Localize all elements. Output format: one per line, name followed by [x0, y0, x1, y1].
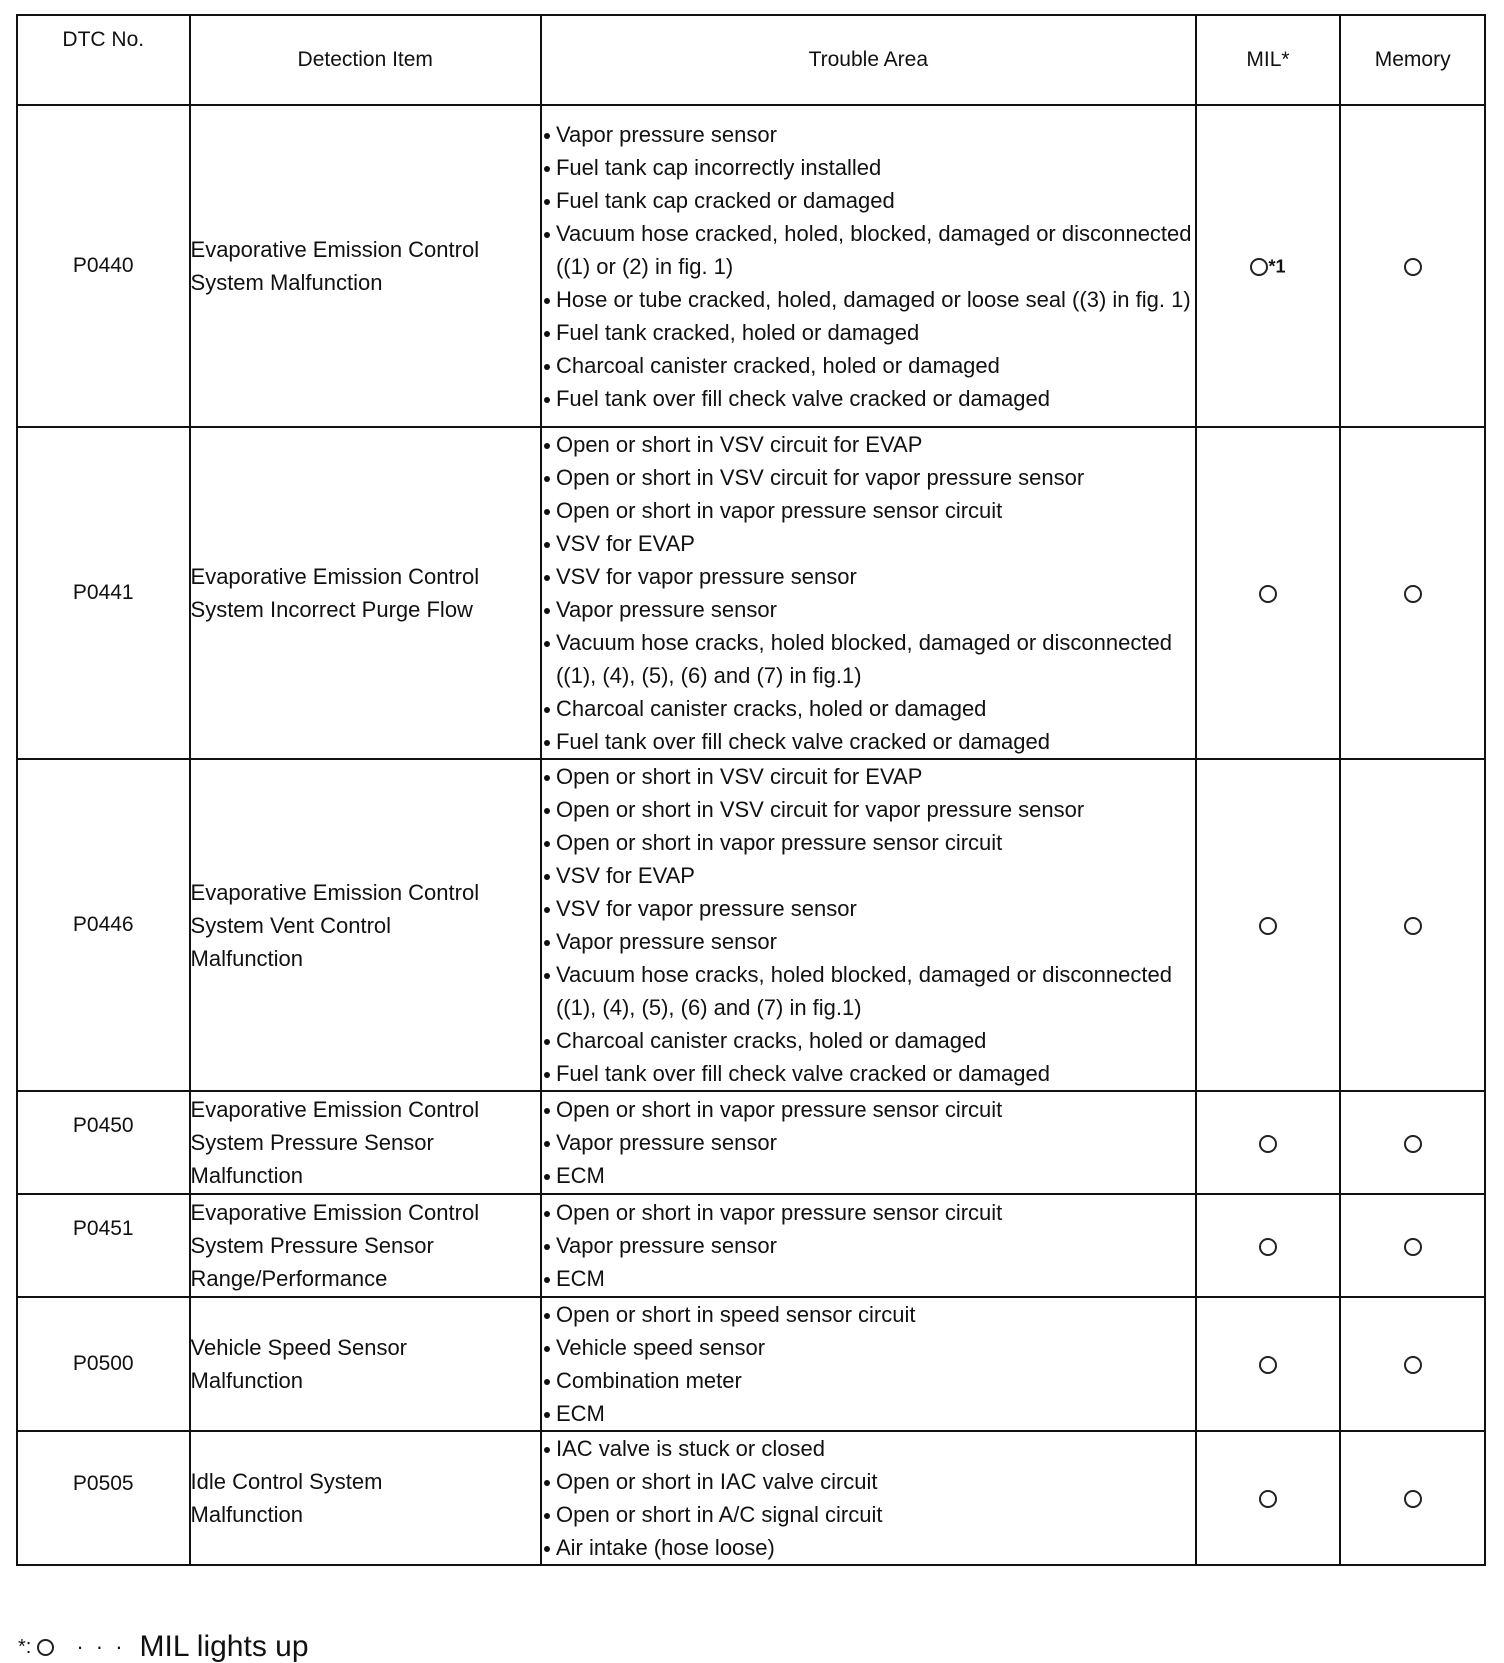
dtc-code: P0451: [17, 1194, 190, 1297]
footnote-text: MIL lights up: [139, 1630, 309, 1663]
detection-item: [190, 1431, 541, 1565]
mil-cell: [1196, 1194, 1341, 1297]
trouble-area-item: Vacuum hose cracks, holed blocked, damaged or disconnected ((1), (4), (5), (6) and (7) in fig.1): [542, 626, 1195, 692]
mil-cell: [1196, 759, 1341, 1091]
trouble-area-item: Vapor pressure sensor: [542, 593, 1195, 626]
trouble-area: [541, 427, 1196, 759]
detection-item-line: Evaporative Emission Control: [190, 1097, 480, 1122]
trouble-area-list: [542, 428, 1195, 758]
dtc-code: P0505: [17, 1431, 190, 1565]
trouble-area: [541, 1091, 1196, 1194]
trouble-area-item: VSV for EVAP: [542, 859, 1195, 892]
circle-icon: [1404, 1356, 1422, 1374]
trouble-area-item: Open or short in IAC valve circuit: [542, 1465, 1195, 1498]
trouble-area-item: VSV for vapor pressure sensor: [542, 560, 1195, 593]
footnote: [18, 1632, 309, 1662]
memory-cell: [1340, 1431, 1485, 1565]
trouble-area: [541, 1431, 1196, 1565]
table-row: [17, 1091, 1485, 1194]
mil-cell: [1196, 427, 1341, 759]
detection-item-line: Vehicle Speed Sensor: [190, 1335, 408, 1360]
detection-item: [190, 1194, 541, 1297]
table-row: [17, 1194, 1485, 1297]
header-detection-item: Detection Item: [190, 15, 541, 105]
circle-icon: [1259, 1356, 1277, 1374]
trouble-area: [541, 105, 1196, 427]
circle-icon: [1259, 1135, 1277, 1153]
circle-icon: [1404, 258, 1422, 276]
trouble-area-item: Fuel tank over fill check valve cracked or damaged: [542, 382, 1195, 415]
circle-icon: [1259, 1238, 1277, 1256]
memory-cell: [1340, 759, 1485, 1091]
memory-cell: [1340, 427, 1485, 759]
memory-cell: [1340, 1091, 1485, 1194]
footnote-dots: · · ·: [76, 1634, 126, 1659]
table-row: [17, 1431, 1485, 1565]
detection-item-line: System Pressure Sensor: [190, 1233, 434, 1258]
circle-icon: [1259, 917, 1277, 935]
detection-item-line: System Incorrect Purge Flow: [190, 597, 473, 622]
trouble-area-item: Vehicle speed sensor: [542, 1331, 1195, 1364]
trouble-area-item: Fuel tank cracked, holed or damaged: [542, 316, 1195, 349]
trouble-area-item: Vapor pressure sensor: [542, 925, 1195, 958]
trouble-area-item: Open or short in vapor pressure sensor circuit: [542, 1196, 1195, 1229]
dtc-code: P0440: [17, 105, 190, 427]
detection-item-line: Malfunction: [190, 1368, 304, 1393]
mil-cell: [1196, 105, 1341, 427]
header-memory: Memory: [1340, 15, 1485, 105]
memory-cell: [1340, 1297, 1485, 1431]
trouble-area-item: Charcoal canister cracks, holed or damaged: [542, 692, 1195, 725]
detection-item-line: Evaporative Emission Control: [190, 564, 480, 589]
trouble-area-item: Open or short in vapor pressure sensor circuit: [542, 494, 1195, 527]
detection-item-line: System Malfunction: [190, 270, 383, 295]
trouble-area: [541, 1297, 1196, 1431]
trouble-area-item: Vacuum hose cracks, holed blocked, damaged or disconnected ((1), (4), (5), (6) and (7) in fig.1): [542, 958, 1195, 1024]
trouble-area-item: Open or short in vapor pressure sensor circuit: [542, 826, 1195, 859]
trouble-area-list: [542, 1093, 1195, 1192]
trouble-area-item: Vapor pressure sensor: [542, 118, 1195, 151]
trouble-area-list: [542, 1298, 1195, 1430]
detection-item-line: Evaporative Emission Control: [190, 237, 480, 262]
trouble-area-item: Open or short in VSV circuit for EVAP: [542, 428, 1195, 461]
detection-item-line: System Pressure Sensor: [190, 1130, 434, 1155]
table-row: [17, 105, 1485, 427]
trouble-area-item: VSV for vapor pressure sensor: [542, 892, 1195, 925]
footnote-star: *:: [18, 1636, 32, 1658]
table-row: [17, 759, 1485, 1091]
circle-icon: [1404, 1135, 1422, 1153]
circle-icon: [1404, 1238, 1422, 1256]
detection-item: [190, 1091, 541, 1194]
circle-icon: [1259, 1490, 1277, 1508]
memory-cell: [1340, 105, 1485, 427]
circle-icon: [1259, 585, 1277, 603]
circle-icon: [1404, 1490, 1422, 1508]
trouble-area-item: Vapor pressure sensor: [542, 1126, 1195, 1159]
trouble-area-item: ECM: [542, 1397, 1195, 1430]
detection-item: [190, 1297, 541, 1431]
trouble-area-item: Open or short in VSV circuit for vapor pressure sensor: [542, 793, 1195, 826]
detection-item-line: System Vent Control: [190, 912, 392, 938]
trouble-area-list: [542, 1196, 1195, 1295]
trouble-area-item: Open or short in A/C signal circuit: [542, 1498, 1195, 1531]
circle-icon: [1404, 917, 1422, 935]
trouble-area-item: ECM: [542, 1159, 1195, 1192]
circle-icon: [1250, 258, 1268, 276]
header-dtc-no: DTC No.: [17, 15, 190, 105]
trouble-area-item: VSV for EVAP: [542, 527, 1195, 560]
dtc-code: P0450: [17, 1091, 190, 1194]
mil-cell: [1196, 1431, 1341, 1565]
trouble-area-item: Hose or tube cracked, holed, damaged or loose seal ((3) in fig. 1): [542, 283, 1195, 316]
dtc-code: P0446: [17, 759, 190, 1091]
trouble-area: [541, 1194, 1196, 1297]
detection-item-line: Malfunction: [190, 1163, 304, 1188]
trouble-area-item: Open or short in speed sensor circuit: [542, 1298, 1195, 1331]
detection-item-line: Evaporative Emission Control: [190, 879, 480, 905]
detection-item: [190, 427, 541, 759]
table-row: [17, 427, 1485, 759]
trouble-area-list: [542, 1432, 1195, 1564]
mil-note: *1: [1268, 256, 1286, 277]
detection-item-line: Evaporative Emission Control: [190, 1200, 480, 1225]
header-trouble-area: Trouble Area: [541, 15, 1196, 105]
detection-item-line: Malfunction: [190, 945, 304, 971]
detection-item-line: Malfunction: [190, 1502, 304, 1527]
trouble-area-item: Fuel tank cap incorrectly installed: [542, 151, 1195, 184]
mil-cell: [1196, 1091, 1341, 1194]
trouble-area-item: Vapor pressure sensor: [542, 1229, 1195, 1262]
trouble-area-item: Open or short in vapor pressure sensor circuit: [542, 1093, 1195, 1126]
detection-item: [190, 759, 541, 1091]
trouble-area-item: Vacuum hose cracked, holed, blocked, damaged or disconnected ((1) or (2) in fig. 1): [542, 217, 1195, 283]
detection-item: [190, 105, 541, 427]
table-header-row: [17, 15, 1485, 105]
circle-icon: [1404, 585, 1422, 603]
dtc-code: P0500: [17, 1297, 190, 1431]
trouble-area-list: [542, 760, 1195, 1090]
header-mil: MIL*: [1196, 15, 1341, 105]
trouble-area-item: IAC valve is stuck or closed: [542, 1432, 1195, 1465]
trouble-area-item: Air intake (hose loose): [542, 1531, 1195, 1564]
table-row: [17, 1297, 1485, 1431]
trouble-area: [541, 759, 1196, 1091]
dtc-table: [16, 14, 1486, 1566]
trouble-area-item: Open or short in VSV circuit for EVAP: [542, 760, 1195, 793]
trouble-area-item: Charcoal canister cracks, holed or damaged: [542, 1024, 1195, 1057]
trouble-area-item: Open or short in VSV circuit for vapor pressure sensor: [542, 461, 1195, 494]
trouble-area-item: Fuel tank over fill check valve cracked or damaged: [542, 725, 1195, 758]
memory-cell: [1340, 1194, 1485, 1297]
mil-cell: [1196, 1297, 1341, 1431]
trouble-area-item: ECM: [542, 1262, 1195, 1295]
trouble-area-item: Fuel tank over fill check valve cracked or damaged: [542, 1057, 1195, 1090]
trouble-area-list: [542, 118, 1195, 415]
detection-item-line: Idle Control System: [190, 1469, 383, 1494]
dtc-code: P0441: [17, 427, 190, 759]
detection-item-line: Range/Performance: [190, 1266, 388, 1291]
circle-icon: [37, 1639, 54, 1656]
trouble-area-item: Charcoal canister cracked, holed or damaged: [542, 349, 1195, 382]
trouble-area-item: Combination meter: [542, 1364, 1195, 1397]
trouble-area-item: Fuel tank cap cracked or damaged: [542, 184, 1195, 217]
